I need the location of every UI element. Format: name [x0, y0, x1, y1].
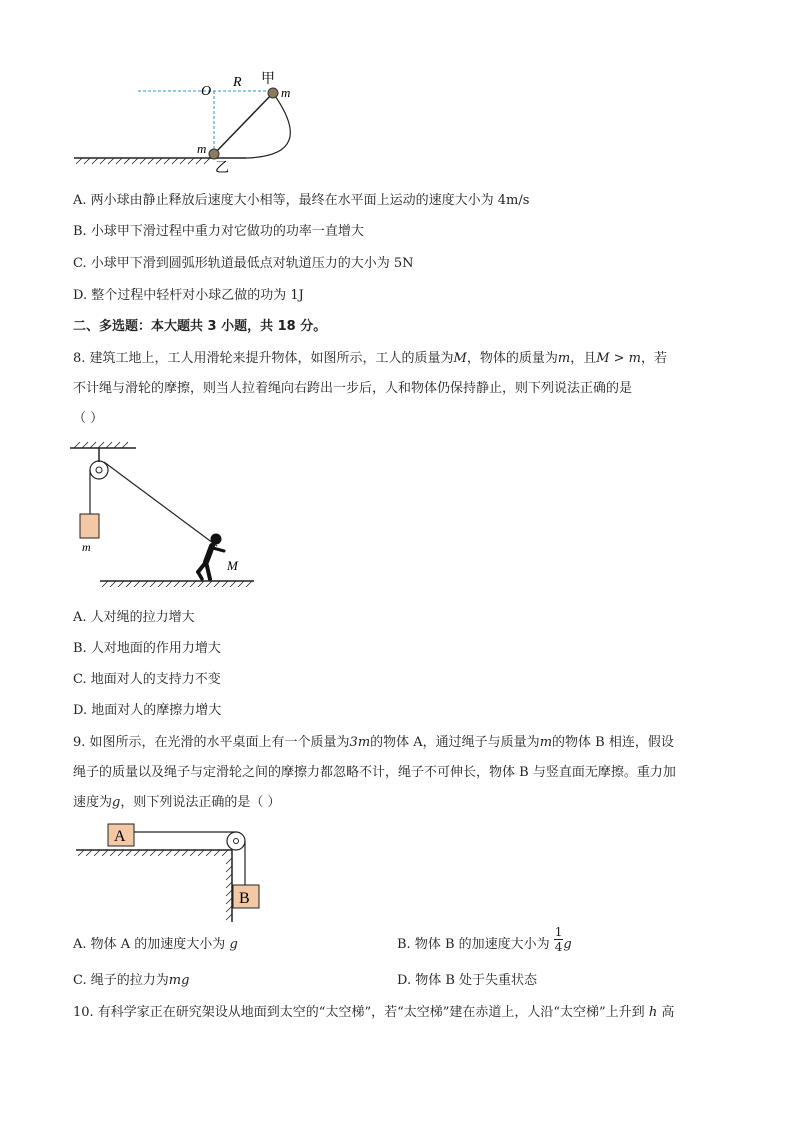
q8-option-a: A. 人对绳的拉力增大 [73, 610, 195, 625]
q9-var-3m: 3m [349, 735, 371, 750]
q8-answer-blank: （ ） [73, 411, 104, 426]
q8-stem-line1 [73, 349, 667, 369]
q9-option-c-mg: mg [168, 973, 190, 988]
ball-yi [209, 149, 219, 159]
label-O: O [201, 84, 212, 99]
q9-var-m: m [539, 735, 553, 750]
q9-stem-line2: 绳子的质量以及绳子与定滑轮之间的摩擦力都忽略不计，绳子不可伸长，物体 B 与竖直面无摩擦。重力加 [73, 765, 676, 780]
q9-option-c [73, 971, 189, 991]
q8-stem-text-4: ，若 [641, 351, 668, 366]
pulley-axle [96, 467, 102, 473]
q9-option-b-text: B. 物体 B 的加速度大小为 [397, 937, 550, 952]
label-block-m: m [82, 540, 91, 554]
label-yi: 乙 [215, 161, 229, 176]
q9-option-b-g: g [563, 937, 572, 952]
q8-var-M: M [453, 351, 467, 366]
q9-option-a [73, 935, 238, 955]
block-m [80, 514, 99, 538]
label-jia: 甲 [261, 72, 275, 87]
rope-to-worker [104, 462, 217, 546]
label-block-B: B [239, 890, 250, 907]
q9-fraction-denominator: 4 [554, 940, 563, 954]
q9-stem-text-1: 9. 如图所示，在光滑的水平桌面上有一个质量为 [73, 735, 350, 750]
q9-stem-text-4: 速度为 [73, 795, 113, 810]
label-m-bottom: m [197, 141, 207, 156]
q9-stem-line3 [73, 793, 280, 813]
q9-stem-line1 [73, 733, 674, 753]
q9-var-g: g [112, 795, 121, 810]
label-block-A: A [114, 828, 126, 845]
q8-option-b: B. 人对地面的作用力增大 [73, 641, 221, 656]
q10-stem-text: 10. 有科学家正在研究架设从地面到太空的“太空梯”，若“太空梯”建在赤道上，人沿“太空梯”上升到 [73, 1005, 645, 1020]
q7-option-a: A. 两小球由静止释放后速度大小相等，最终在水平面上运动的速度大小为 4m/s [73, 193, 530, 208]
ceiling-hatching [74, 442, 128, 448]
q8-option-d: D. 地面对人的摩擦力增大 [73, 703, 222, 718]
q8-stem-text-3: ，且 [570, 351, 597, 366]
figure-arc-track [70, 66, 310, 178]
worker-figure [198, 534, 224, 579]
q9-stem-text-3: 的物体 B 相连，假设 [552, 735, 674, 750]
q7-option-c: C. 小球甲下滑到圆弧形轨道最低点对轨道压力的大小为 5N [73, 256, 414, 271]
table-pulley-axle [234, 839, 239, 844]
table-hatching [78, 850, 232, 920]
q10-var-h: h [648, 1005, 658, 1020]
label-m-top: m [281, 85, 291, 100]
label-R: R [233, 75, 242, 90]
light-rod [214, 93, 273, 154]
figure-pulley-worker [70, 434, 270, 594]
ball-jia [268, 88, 278, 98]
floor-hatching [102, 581, 252, 587]
q7-option-b: B. 小球甲下滑过程中重力对它做功的功率一直增大 [73, 224, 364, 239]
q10-stem-line1 [73, 1003, 674, 1023]
figure-table-pulley [72, 818, 272, 926]
q8-var-m: m [557, 351, 571, 366]
q9-option-d: D. 物体 B 处于失重状态 [397, 973, 538, 988]
q9-fraction [554, 925, 564, 954]
q8-option-c: C. 地面对人的支持力不变 [73, 672, 221, 687]
q7-option-d: D. 整个过程中轻杆对小球乙做的功为 1J [73, 288, 304, 303]
q8-stem-text-2: ，物体的质量为 [466, 351, 558, 366]
q9-stem-text-2: 的物体 A，通过绳子与质量为 [370, 735, 540, 750]
q9-option-b [397, 925, 572, 955]
q9-fraction-numerator: 1 [554, 925, 563, 939]
q9-stem-text-5: ，则下列说法正确的是（ ） [120, 795, 281, 810]
q8-stem-line2: 不计绳与滑轮的摩擦，则当人拉着绳向右跨出一步后，人和物体仍保持静止，则下列说法正确的是 [73, 381, 633, 396]
q8-condition: M > m [596, 351, 642, 366]
section-multiple-choice-header: 二、多选题：本大题共 3 小题，共 18 分。 [73, 319, 327, 334]
q9-option-a-text: A. 物体 A 的加速度大小为 [73, 937, 226, 952]
arc-track [246, 93, 290, 158]
ground-hatching [76, 158, 210, 164]
q9-option-a-g: g [229, 937, 238, 952]
q8-stem-text-1: 8. 建筑工地上，工人用滑轮来提升物体，如图所示，工人的质量为 [73, 351, 454, 366]
q9-option-c-text: C. 绳子的拉力为 [73, 973, 169, 988]
label-worker-M: M [227, 558, 238, 573]
q10-stem-tail: 高 [661, 1005, 675, 1020]
